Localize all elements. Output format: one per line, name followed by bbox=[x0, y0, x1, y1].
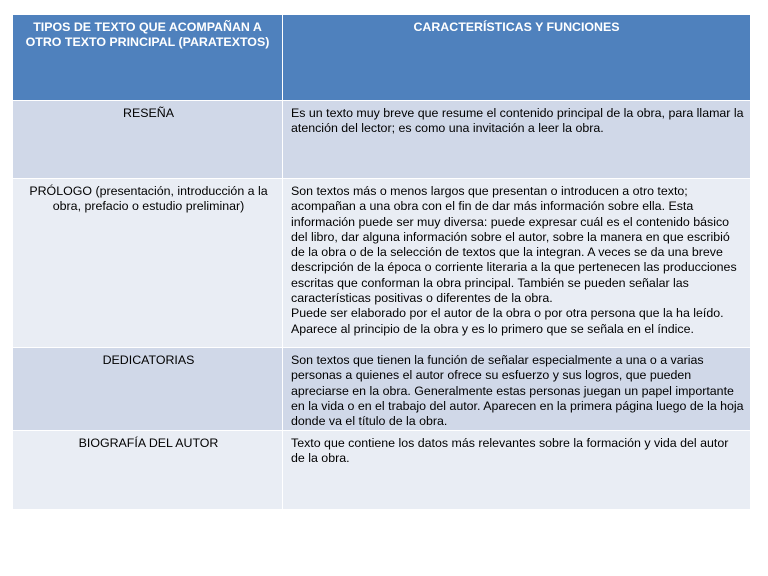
row-description-biografia: Texto que contiene los datos más relevantes sobre la formación y vida del autor de la obra. bbox=[283, 431, 751, 510]
table-row bbox=[13, 101, 751, 179]
prologo-paragraph-1: Son textos más o menos largos que presentan o introducen a otro texto; acompañan a una obra con el fin de dar más información sobre ella. Esta información puede ser muy diversa: puede expresar cuál es el contenido básico del libro, dar alguna información sobre el autor, sobre la manera en que escribió de la obra o de la selección de textos que la integran. A veces se da una breve descripción de la época o corriente literaria a la que pertenecen las producciones escritas que conforman la obra principal. También se pueden señalar las características positivas o diferentes de la obra. bbox=[291, 184, 737, 306]
row-type-biografia: BIOGRAFÍA DEL AUTOR bbox=[13, 431, 283, 510]
row-description-prologo bbox=[283, 179, 751, 348]
row-type-prologo: PRÓLOGO (presentación, introducción a la obra, prefacio o estudio preliminar) bbox=[13, 179, 283, 348]
row-type-dedicatorias: DEDICATORIAS bbox=[13, 348, 283, 431]
header-tipos: TIPOS DE TEXTO QUE ACOMPAÑAN A OTRO TEXTO PRINCIPAL (PARATEXTOS) bbox=[13, 15, 283, 101]
table-row bbox=[13, 348, 751, 431]
paratextos-table bbox=[12, 14, 751, 510]
row-description-resena: Es un texto muy breve que resume el contenido principal de la obra, para llamar la atención del lector; es como una invitación a leer la obra. bbox=[283, 101, 751, 179]
table-header-row bbox=[13, 15, 751, 101]
table-row bbox=[13, 431, 751, 510]
row-type-resena: RESEÑA bbox=[13, 101, 283, 179]
header-caracteristicas: CARACTERÍSTICAS Y FUNCIONES bbox=[283, 15, 751, 101]
prologo-paragraph-2: Puede ser elaborado por el autor de la obra o por otra persona que la ha leído. Aparece al principio de la obra y es lo primero que se señala en el índice. bbox=[291, 306, 724, 336]
row-description-dedicatorias: Son textos que tienen la función de señalar especialmente a una o a varias personas a quienes el autor ofrece su esfuerzo y sus logros, que pueden apreciarse en la obra. Generalmente estas personas juegan un papel importante en la vida o en el trabajo del autor. Aparecen en la primera página luego de la hoja donde va el título de la obra. bbox=[283, 348, 751, 431]
table-row bbox=[13, 179, 751, 348]
